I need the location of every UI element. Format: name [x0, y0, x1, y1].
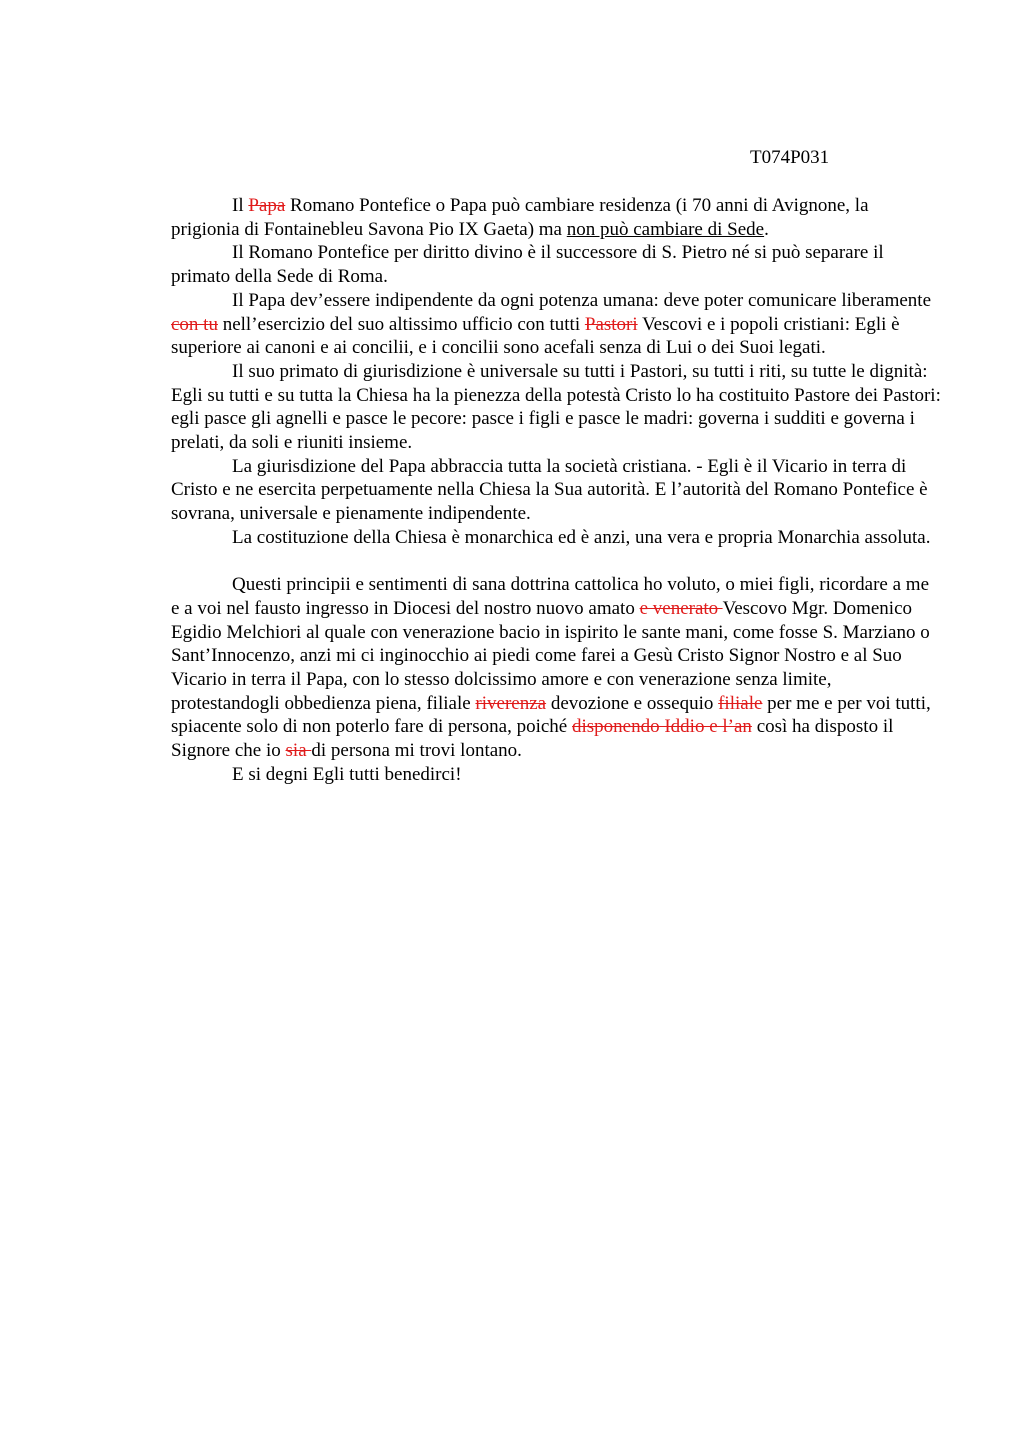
deleted-word: Pastori	[584, 313, 638, 335]
text-run: .	[764, 218, 769, 240]
deleted-word: e venerato	[639, 597, 723, 619]
paragraph-8: E si degni Egli tutti benedirci!	[232, 763, 462, 785]
text-run: Romano Pontefice o Papa può cambiare residenza (i 70 anni di Avignone, la prigionia di Fontainebleu Savona Pio IX Gaeta) ma	[171, 195, 869, 240]
text-run: così ha disposto il Signore che io	[171, 716, 894, 762]
paragraph-2: Il Romano Pontefice per diritto divino è il successore di S. Pietro né si può separare il primato della Sede di Roma.	[171, 242, 884, 288]
text-run: Vescovo Mgr. Domenico Egidio Melchiori al quale con venerazione bacio in ispirito le sante mani, come fosse S. Marziano o Sant’Innocenzo, anzi mi ci inginocchio ai piedi come farei a Gesù Cristo Signor Nostro e al Suo Vicario in terra il Papa, con lo stesso dolcissimo amore e con venerazione senza limite, protestandogli obbedienza piena, filiale	[171, 597, 930, 714]
paragraph-7	[171, 573, 941, 763]
paragraph-1	[171, 194, 941, 241]
text-run: Questi principii e sentimenti di sana dottrina cattolica ho voluto, o miei figli, ricordare a me e a voi nel fausto ingresso in Diocesi del nostro nuovo amato	[171, 574, 929, 619]
text-run: devozione e ossequio	[546, 692, 719, 714]
text-run: Il Papa dev’essere indipendente da ogni potenza umana: deve poter comunicare liberamente	[232, 289, 932, 311]
deleted-word: Papa	[248, 195, 286, 216]
text-run: Il	[232, 195, 249, 216]
deleted-word: con tu	[171, 313, 218, 335]
underlined-phrase: non può cambiare di Sede	[566, 218, 765, 240]
page-code: T074P031	[750, 147, 830, 168]
paragraph-4: Il suo primato di giurisdizione è universale su tutti i Pastori, su tutti i riti, su tutte le dignità: Egli su tutti e su tutta la Chiesa ha la pienezza della potestà Cristo lo ha costituito Pastore dei Pastori: egli pasce gli agnelli e pasce le pecore: pasce i figli e pasce le madri: governa i sudditi e governa i prelati, da soli e riuniti insieme.	[171, 360, 941, 454]
text-run: Vescovi e i popoli cristiani: Egli è superiore ai canoni e ai concilii, e i concilii sono acefali senza di Lui o dei Suoi legati.	[171, 313, 900, 359]
text-run: nell’esercizio del suo altissimo ufficio con tutti	[217, 313, 585, 335]
document-body	[171, 194, 941, 787]
deleted-word: filiale	[718, 692, 763, 714]
paragraph-6: La costituzione della Chiesa è monarchica ed è anzi, una vera e propria Monarchia assoluta.	[232, 526, 931, 548]
paragraph-gap	[171, 550, 941, 574]
paragraph-5: La giurisdizione del Papa abbraccia tutta la società cristiana. - Egli è il Vicario in terra di Cristo e ne esercita perpetuamente nella Chiesa la Sua autorità. E l’autorità del Romano Pontefice è sovrana, universale e pienamente indipendente.	[171, 455, 928, 525]
text-run: di persona mi trovi lontano.	[311, 740, 522, 762]
text-run: per me e per voi tutti, spiacente solo di non poterlo fare di persona, poiché	[171, 692, 931, 738]
deleted-word: disponendo Iddio e l’an	[572, 716, 752, 738]
deleted-word: sia	[285, 740, 312, 762]
paragraph-3	[171, 289, 941, 360]
deleted-word: riverenza	[475, 692, 547, 714]
